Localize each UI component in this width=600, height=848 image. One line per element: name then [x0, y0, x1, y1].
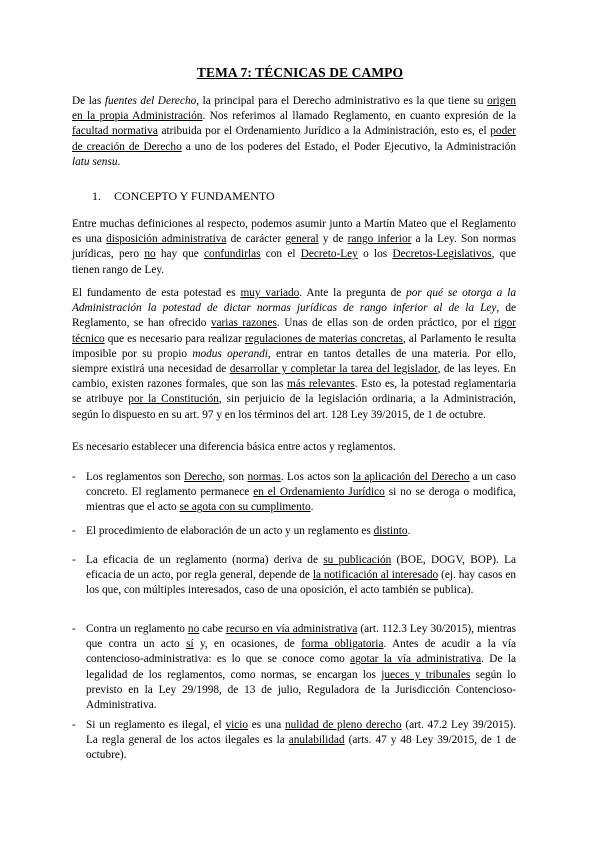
bullet-dash: - [72, 525, 76, 537]
document-title: TEMA 7: TÉCNICAS DE CAMPO [196, 65, 404, 80]
intro-paragraph: De las fuentes del Derecho, la principal para el Derecho administrativo es la que tiene su origen en la propia Administración. Nos referimos al llamado Reglamento, en cuanto expresión de la facultad normativa atribuida por el Ordenamiento Jurídico a la Administración, esto es, el poder de creación de Derecho a uno de los poderes del Estado, el Poder Ejecutivo, la Administración latu sensu. [72, 95, 517, 168]
bullet-item-norms: Los reglamentos son Derecho, son normas. Los actos son la aplicación del Derecho a un caso concreto. El reglamento permanece en el Ordenamiento Jurídico si no se deroga o modifica, mientras que el acto se agota con su cumplimento. [86, 471, 517, 514]
difference-paragraph: Es necesario establecer una diferencia básica entre actos y reglamentos. [72, 441, 396, 453]
bullet-dash: - [72, 554, 76, 566]
bullet-dash: - [72, 719, 76, 731]
concept-paragraph: Entre muchas definiciones al respecto, podemos asumir junto a Martín Mateo que el Reglamento es una disposición administrativa de carácter general y de rango inferior a la Ley. Son normas jurídicas, pero no hay que confundirlas con el Decreto-Ley o los Decretos-Legislativos, que tienen rango de Ley. [72, 218, 516, 276]
bullet-item-appeal: Contra un reglamento no cabe recurso en vía administrativa (art. 112.3 Ley 30/2015), mientras que contra un acto sí y, en ocasiones, de forma obligatoria. Antes de acudir a la vía contencioso-administrativa: es lo que se conoce como agotar la vía administrativa. De la legalidad de los reglamentos, como normas, se encargan los jueces y tribunales según lo previsto en la Ley 29/1998, de 13 de julio, Reguladora de la Jurisdicción Contencioso-Administrativa. [86, 623, 517, 712]
bullet-item-procedure: El procedimiento de elaboración de un acto y un reglamento es distinto. [86, 525, 411, 537]
foundation-paragraph: El fundamento de esta potestad es muy variado. Ante la pregunta de por qué se otorga a la Administración la potestad de dictar normas jurídicas de rango inferior al de la Ley, de Reglamento, se han ofrecido varias razones. Unas de ellas son de orden práctico, por el rigor técnico que es necesario para realizar regulaciones de materias concretas, al Parlamento le resulta imposible por su propio modus operandi, entrar en tantos detalles de una materia. Por ello, siempre existirá una necesidad de desarrollar y completar la tarea del legislador, de las leyes. En cambio, existen razones formales, que son las más relevantes. Esto es, la potestad reglamentaria se atribuye por la Constitución, sin perjuicio de la legislación ordinaria, a la Administración, según lo dispuesto en su art. 97 y en los términos del art. 128 Ley 39/2015, de 1 de octubre. [72, 287, 516, 421]
bullet-item-nullity: Si un reglamento es ilegal, el vicio es una nulidad de pleno derecho (art. 47.2 Ley 39/2015). La regla general de los actos ilegales es la anulabilidad (arts. 47 y 48 Ley 39/2015, de 1 de octubre). [86, 719, 516, 762]
section-heading: 1. CONCEPTO Y FUNDAMENTO [92, 189, 275, 203]
bullet-item-efficacy: La eficacia de un reglamento (norma) deriva de su publicación (BOE, DOGV, BOP). La eficacia de un acto, por regla general, depende de la notificación al interesado (ej. hay casos en los que, con múltiples interesados, caso de una oposición, el acto también se publica). [86, 554, 516, 597]
bullet-dash: - [72, 471, 76, 483]
bullet-dash: - [72, 623, 76, 635]
